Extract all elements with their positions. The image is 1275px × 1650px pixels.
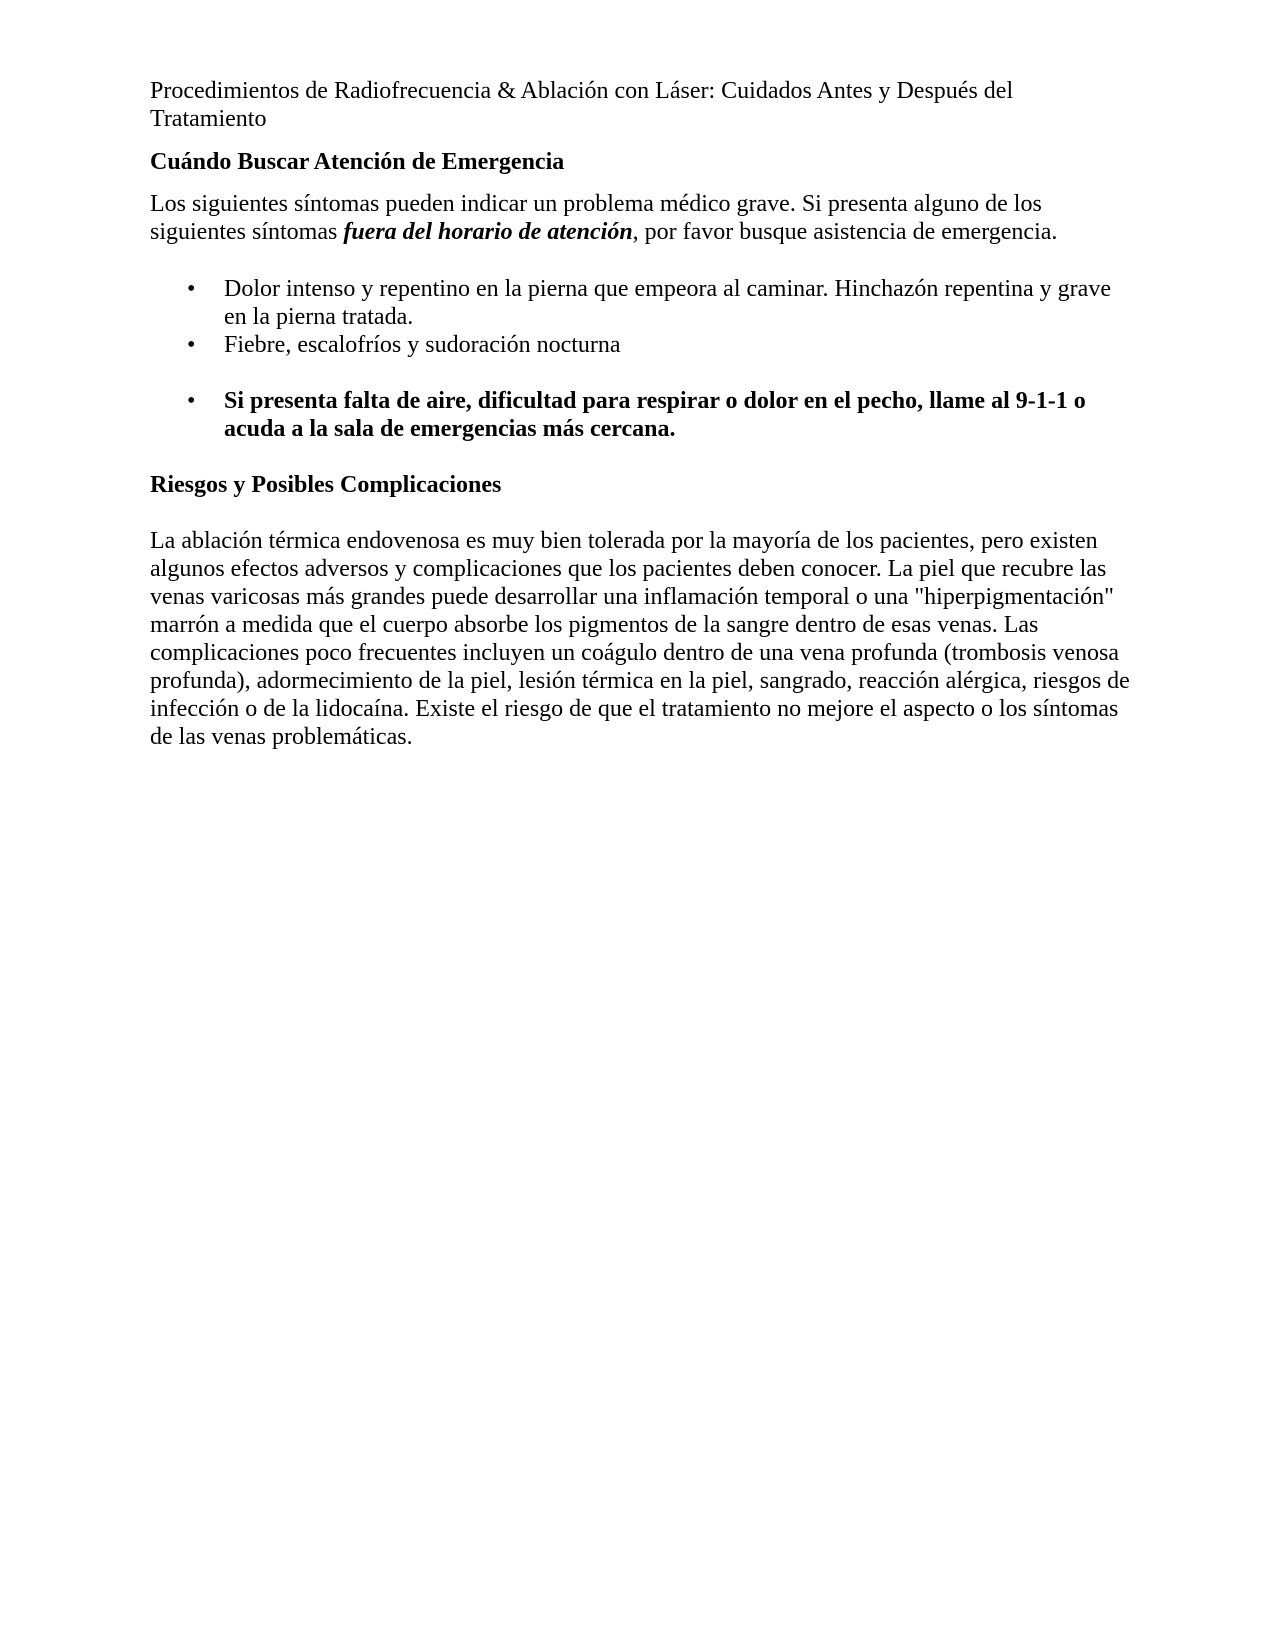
risks-paragraph: La ablación térmica endovenosa es muy bien tolerada por la mayoría de los pacientes, pero existen algunos efectos adversos y complicaciones que los pacientes deben conocer. La piel que recubre las venas varicosas más grandes puede desarrollar una inflamación temporal o una "hiperpigmentación" marrón a medida que el cuerpo absorbe los pigmentos de la sangre dentro de esas venas. Las complicaciones poco frecuentes incluyen un coágulo dentro de una vena profunda (trombosis venosa profunda), adormecimiento de la piel, lesión térmica en la piel, sangrado, reacción alérgica, riesgos de infección o de la lidocaína. Existe el riesgo de que el tratamiento no mejore el aspecto o los síntomas de las venas problemáticas.: [150, 528, 1130, 750]
emergency-intro: [150, 190, 1130, 246]
emergency-intro-text-end: , por favor busque asistencia de emergencia.: [632, 219, 1058, 245]
emergency-intro-text: Los siguientes síntomas pueden indicar un problema médico grave. Si presenta alguno de los siguientes síntomas: [150, 191, 1042, 245]
risks-heading: Riesgos y Posibles Complicaciones: [150, 472, 502, 498]
symptom-list: [150, 275, 1130, 359]
emergency-heading: Cuándo Buscar Atención de Emergencia: [150, 149, 565, 175]
critical-symptom-list: [150, 387, 1130, 443]
list-item: [150, 331, 1130, 359]
list-item: [150, 275, 1130, 331]
bullet-icon: •: [187, 388, 196, 414]
critical-warning-text: Si presenta falta de aire, dificultad para respirar o dolor en el pecho, llame al 9-1-1 o acuda a la sala de emergencias más cercana.: [224, 388, 1086, 442]
list-item-text: Fiebre, escalofríos y sudoración nocturna: [224, 332, 621, 358]
document-title: Procedimientos de Radiofrecuencia & Ablación con Láser: Cuidados Antes y Después del Tratamiento: [150, 78, 1014, 132]
list-item-text: Dolor intenso y repentino en la pierna que empeora al caminar. Hinchazón repentina y grave en la pierna tratada.: [224, 276, 1111, 330]
document-content: [150, 77, 1130, 751]
bullet-icon: •: [187, 276, 196, 302]
emergency-intro-emphasis: fuera del horario de atención: [343, 219, 633, 245]
bullet-icon: •: [187, 332, 196, 358]
list-item: [150, 387, 1130, 443]
